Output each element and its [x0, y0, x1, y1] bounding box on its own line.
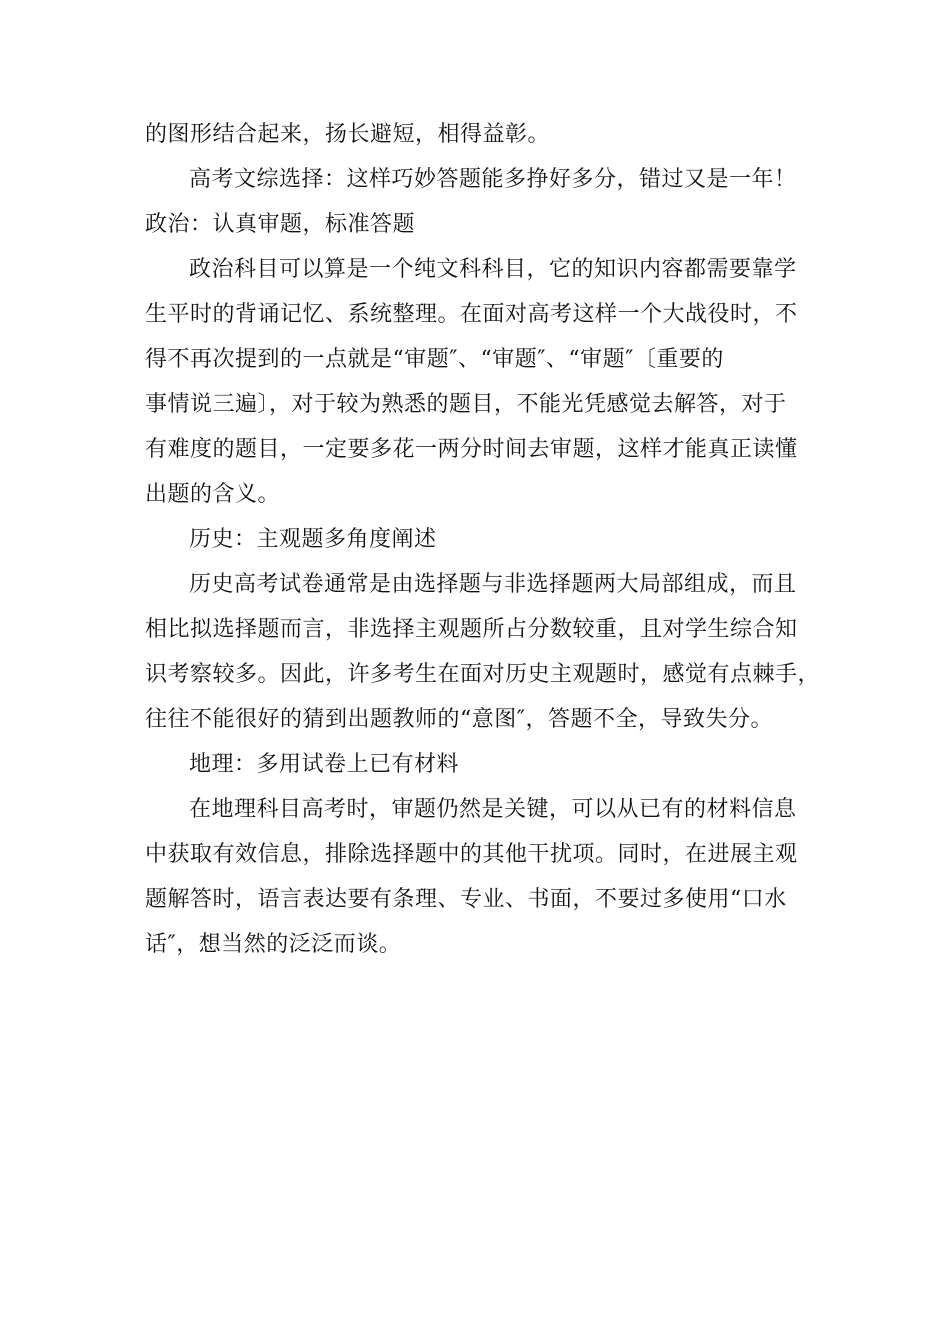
- text-line: 得不再次提到的一点就是“审题″、“审题″、“审题″〔重要的: [145, 347, 724, 372]
- section-heading: 历史：主观题多角度阐述: [189, 527, 437, 552]
- section-heading: 政治：认真审题，标准答题: [145, 212, 416, 237]
- text-line: 在地理科目高考时，审题仍然是关键，可以从已有的材料信息: [189, 797, 797, 822]
- document-page: [145, 112, 825, 967]
- text-line: 出题的含义。: [145, 482, 281, 507]
- text-line: 事情说三遍〕，对于较为熟悉的题目，不能光凭感觉去解答，对于: [145, 392, 787, 417]
- section-heading: 高考文综选择：这样巧妙答题能多挣好多分，错过又是一年！: [189, 167, 797, 192]
- text-line: 中获取有效信息，排除选择题中的其他干扰项。同时，在进展主观: [145, 842, 798, 867]
- text-line: 生平时的背诵记忆、系统整理。在面对高考这样一个大战役时，不: [145, 302, 798, 327]
- text-line: 话″，想当然的泛泛而谈。: [145, 932, 402, 957]
- text-line: 有难度的题目，一定要多花一两分时间去审题，这样才能真正读懂: [145, 437, 798, 462]
- text-line: 识考察较多。因此，许多考生在面对历史主观题时，感觉有点棘手，: [145, 662, 821, 687]
- text-line: 政治科目可以算是一个纯文科科目，它的知识内容都需要靠学: [189, 257, 797, 282]
- text-line: 的图形结合起来，扬长避短，相得益彰。: [145, 122, 551, 147]
- text-line: 历史高考试卷通常是由选择题与非选择题两大局部组成，而且: [189, 572, 797, 597]
- text-line: 题解答时，语言表达要有条理、专业、书面，不要过多使用“口水: [145, 887, 787, 912]
- text-line: 相比拟选择题而言，非选择主观题所占分数较重，且对学生综合知: [145, 617, 798, 642]
- section-heading: 地理：多用试卷上已有材料: [189, 752, 460, 777]
- text-line: 往往不能很好的猜到出题教师的“意图″，答题不全，导致失分。: [145, 707, 773, 732]
